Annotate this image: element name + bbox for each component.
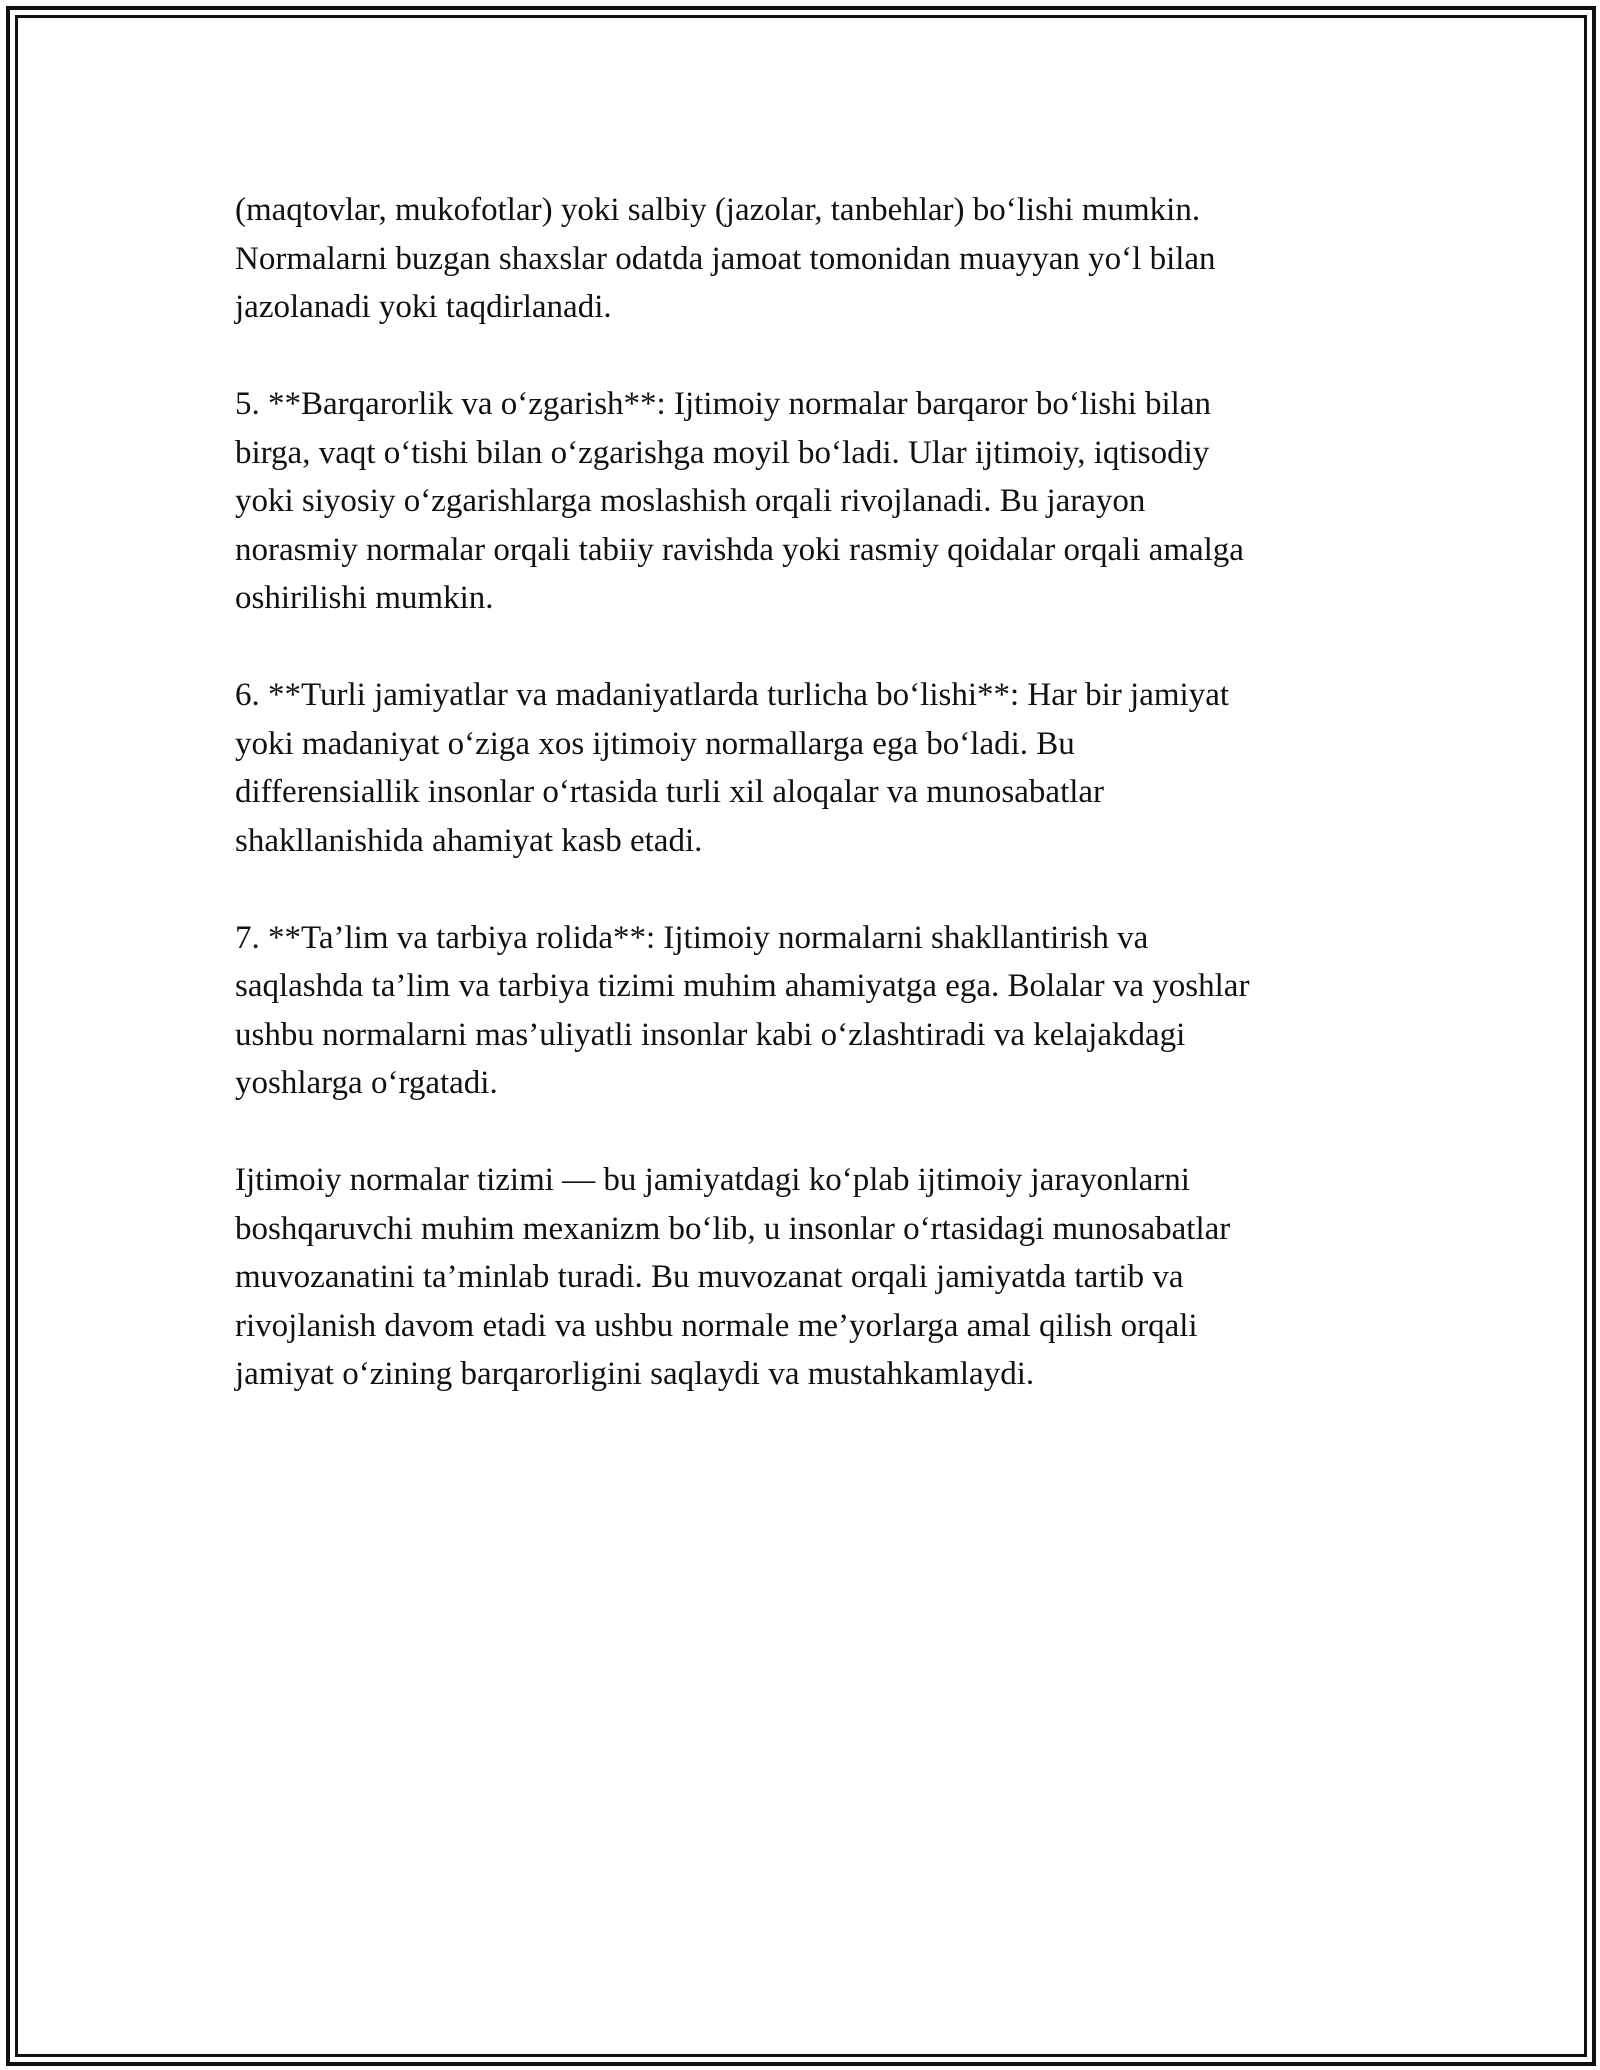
text-line: shakllanishida ahamiyat kasb etadi. bbox=[235, 822, 703, 859]
text-line: 5. **Barqarorlik va o‘zgarish**: Ijtimoiy normalar barqaror bo‘lishi bilan bbox=[235, 386, 1211, 422]
paragraph-conclusion bbox=[235, 1156, 1370, 1399]
paragraph-item-6 bbox=[235, 671, 1370, 865]
text-line: (maqtovlar, mukofotlar) yoki salbiy (jazolar, tanbehlar) bo‘lishi mumkin. bbox=[235, 192, 1201, 228]
text-line: muvozanatini ta’minlab turadi. Bu muvozanat orqali jamiyatda tartib va bbox=[235, 1259, 1184, 1295]
paragraph-sanctions-continuation bbox=[235, 186, 1370, 332]
text-line: saqlashda ta’lim va tarbiya tizimi muhim ahamiyatga ega. Bolalar va yoshlar bbox=[235, 968, 1250, 1004]
paragraph-item-7 bbox=[235, 914, 1370, 1108]
document-body bbox=[235, 186, 1370, 1447]
text-line: 6. **Turli jamiyatlar va madaniyatlarda turlicha bo‘lishi**: Har bir jamiyat bbox=[235, 677, 1230, 713]
text-line: birga, vaqt o‘tishi bilan o‘zgarishga moyil bo‘ladi. Ular ijtimoiy, iqtisodiy bbox=[235, 434, 1210, 471]
text-line: Normalarni buzgan shaxslar odatda jamoat tomonidan muayyan yo‘l bilan bbox=[235, 240, 1216, 277]
text-line: yoshlarga o‘rgatadi. bbox=[235, 1065, 498, 1101]
text-line: jazolanadi yoki taqdirlanadi. bbox=[235, 289, 612, 325]
text-line: yoki siyosiy o‘zgarishlarga moslashish orqali rivojlanadi. Bu jarayon bbox=[235, 483, 1146, 519]
text-line: norasmiy normalar orqali tabiiy ravishda yoki rasmiy qoidalar orqali amalga bbox=[235, 531, 1244, 568]
text-line: jamiyat o‘zining barqarorligini saqlaydi va mustahkamlaydi. bbox=[235, 1356, 1035, 1392]
text-line: differensiallik insonlar o‘rtasida turli xil aloqalar va munosabatlar bbox=[235, 774, 1105, 810]
paragraph-item-5 bbox=[235, 380, 1370, 623]
text-line: oshirilishi mumkin. bbox=[235, 580, 494, 616]
text-line: 7. **Ta’lim va tarbiya rolida**: Ijtimoiy normalarni shakllantirish va bbox=[235, 919, 1149, 956]
text-line: Ijtimoiy normalar tizimi — bu jamiyatdagi ko‘plab ijtimoiy jarayonlarni bbox=[235, 1162, 1190, 1198]
text-line: ushbu normalarni mas’uliyatli insonlar kabi o‘zlashtiradi va kelajakdagi bbox=[235, 1016, 1186, 1053]
text-line: boshqaruvchi muhim mexanizm bo‘lib, u insonlar o‘rtasidagi munosabatlar bbox=[235, 1210, 1231, 1247]
text-line: rivojlanish davom etadi va ushbu normale me’yorlarga amal qilish orqali bbox=[235, 1307, 1198, 1344]
text-line: yoki madaniyat o‘ziga xos ijtimoiy normallarga ega bo‘ladi. Bu bbox=[235, 725, 1075, 762]
